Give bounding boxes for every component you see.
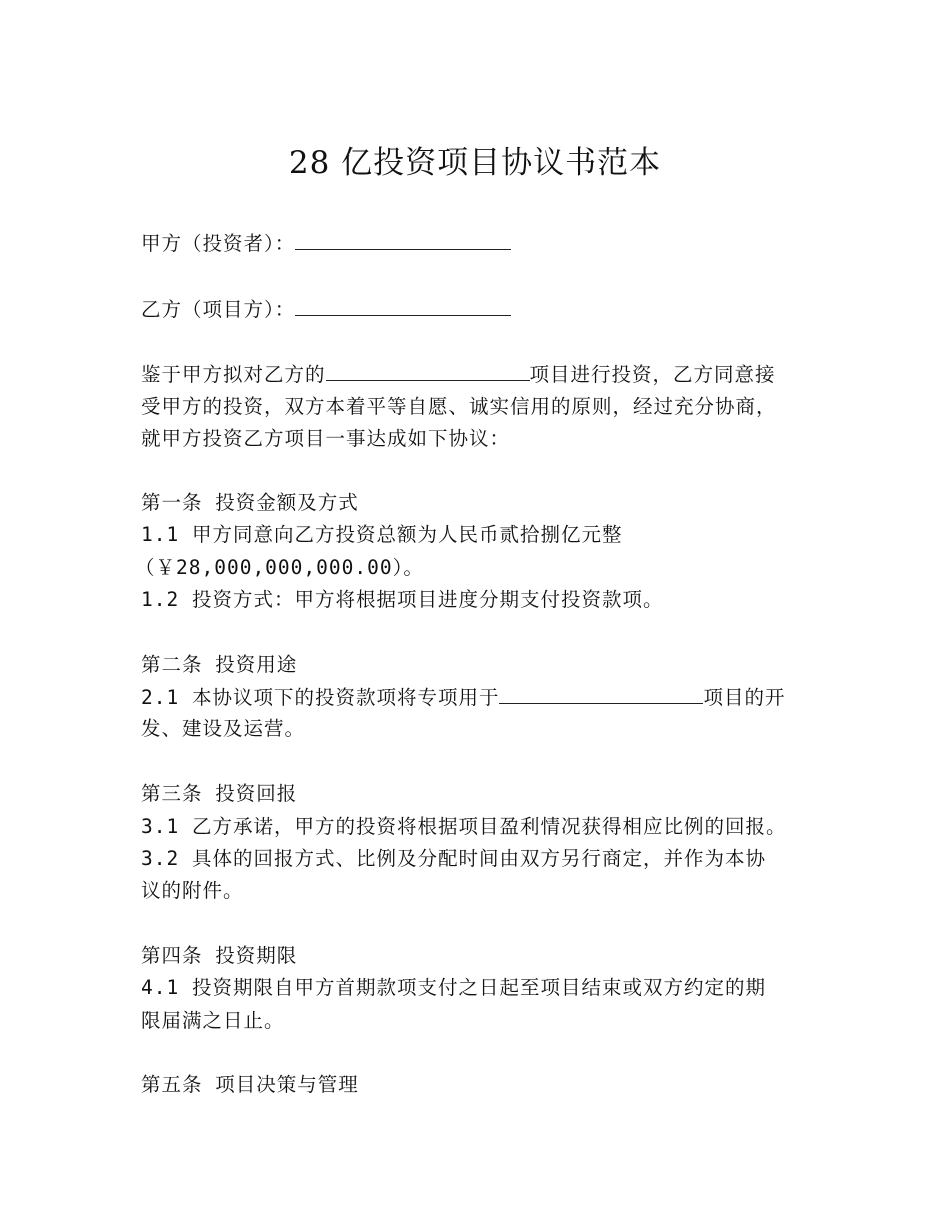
article-4-clause-1-line-2: 限届满之日止。	[141, 1009, 285, 1032]
article-4-heading: 第四条 投资期限	[141, 944, 298, 967]
article-3-clause-1: 3.1 乙方承诺，甲方的投资将根据项目盈利情况获得相应比例的回报。	[141, 815, 787, 838]
article-4-clause-1-line-1: 4.1 投资期限自甲方首期款项支付之日起至项目结束或双方约定的期	[141, 976, 766, 999]
project-name-blank	[326, 362, 530, 381]
party-b-line	[141, 297, 511, 321]
preamble-line-2: 受甲方的投资，双方本着平等自愿、诚实信用的原则，经过充分协商，	[141, 395, 777, 418]
party-a-line	[141, 231, 511, 255]
article-2-heading: 第二条 投资用途	[141, 653, 298, 676]
article-1-clause-2: 1.2 投资方式：甲方将根据项目进度分期支付投资款项。	[141, 588, 664, 611]
preamble-line-1	[141, 362, 776, 386]
article-1-clause-1-line-1: 1.1 甲方同意向乙方投资总额为人民币贰拾捌亿元整	[141, 523, 623, 546]
party-a-blank	[295, 231, 511, 250]
preamble-text-post: 项目进行投资，乙方同意接	[529, 363, 776, 386]
article-3-heading: 第三条 投资回报	[141, 782, 298, 805]
party-b-blank	[295, 297, 511, 316]
article-2-text-pre: 2.1 本协议项下的投资款项将专项用于	[141, 686, 500, 709]
party-b-label: 乙方（项目方）：	[141, 298, 296, 321]
article-2-clause-1-line-1	[141, 685, 785, 709]
article-1-clause-1-line-2: （￥28,000,000,000.00）。	[135, 556, 424, 579]
article-2-clause-1-line-2: 发、建设及运营。	[141, 717, 306, 740]
preamble-text-pre: 鉴于甲方拟对乙方的	[141, 363, 326, 386]
party-a-label: 甲方（投资者）：	[141, 232, 296, 255]
preamble-line-3: 就甲方投资乙方项目一事达成如下协议：	[141, 427, 511, 450]
article-3-clause-2-line-1: 3.2 具体的回报方式、比例及分配时间由双方另行商定，并作为本协	[141, 847, 766, 870]
purpose-project-blank	[499, 685, 703, 704]
article-5-heading: 第五条 项目决策与管理	[141, 1073, 359, 1096]
article-1-heading: 第一条 投资金额及方式	[141, 491, 359, 514]
document-title: 28 亿投资项目协议书范本	[288, 145, 662, 181]
article-2-text-post: 项目的开	[703, 686, 786, 709]
article-3-clause-2-line-2: 议的附件。	[141, 879, 244, 902]
